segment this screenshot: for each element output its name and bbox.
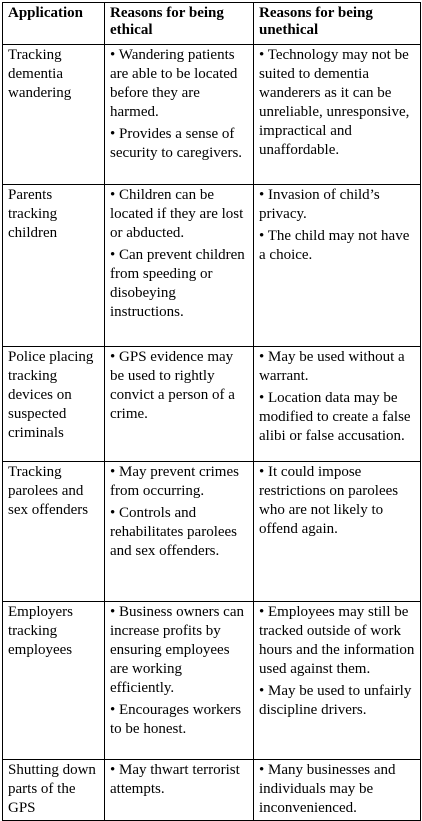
bullet-icon: • [110,47,116,63]
table-row [3,185,421,347]
list-item: • Technology may not be suited to dementia wanderers as it can be unreliable, unresponsive, impractical and unaffordable. [259,47,410,158]
ethical-cell [105,462,254,602]
bullet-icon: • [110,349,116,365]
list-item: • May thwart terrorist attempts. [110,762,240,797]
list-item: • Controls and rehabilitates parolees and sex offenders. [110,505,238,559]
ethics-table [2,2,421,821]
list-item: • Can prevent children from speeding or disobeying instructions. [110,247,245,320]
list-item: • Encourages workers to be honest. [110,702,242,737]
list-item: • May prevent crimes from occurring. [110,464,239,499]
bullet-icon: • [259,47,265,63]
ethical-cell [105,347,254,462]
bullet-icon: • [259,390,265,406]
list-item: • May be used to unfairly discipline drivers. [259,683,412,718]
bullet-icon: • [110,247,116,263]
ethical-cell [105,760,254,821]
bullet-icon: • [110,126,116,142]
application-cell: Parents tracking children [3,185,105,347]
list-item: • May be used without a warrant. [259,349,405,384]
bullet-icon: • [110,762,116,778]
bullet-icon: • [110,187,116,203]
application-cell: Tracking dementia wandering [3,45,105,185]
application-cell: Police placing tracking devices on suspected criminals [3,347,105,462]
list-item: • Provides a sense of security to caregivers. [110,126,243,161]
table-row [3,45,421,185]
table-row [3,462,421,602]
list-item: • Invasion of child’s privacy. [259,187,380,222]
bullet-icon: • [110,702,116,718]
ethical-cell [105,45,254,185]
table-row [3,347,421,462]
header-row [3,3,421,45]
list-item: • Many businesses and individuals may be inconvenienced. [259,762,396,816]
ethical-cell [105,602,254,760]
unethical-cell [254,462,421,602]
header-application: Application [3,3,105,45]
bullet-icon: • [259,683,265,699]
table-row [3,760,421,821]
bullet-icon: • [259,187,265,203]
unethical-cell [254,602,421,760]
bullet-icon: • [259,762,265,778]
header-ethical: Reasons for being ethical [105,3,254,45]
unethical-cell [254,185,421,347]
list-item: • Business owners can increase profits by ensuring employees are working efficiently. [110,604,244,696]
bullet-icon: • [259,464,265,480]
list-item: • Location data may be modified to create a false alibi or false accusation. [259,390,411,444]
ethical-cell [105,185,254,347]
unethical-cell [254,347,421,462]
application-cell: Employers tracking employees [3,602,105,760]
table-row [3,602,421,760]
list-item: • Wandering patients are able to be located before they are harmed. [110,47,238,120]
header-unethical: Reasons for being unethical [254,3,421,45]
application-cell: Shutting down parts of the GPS [3,760,105,821]
bullet-icon: • [110,464,116,480]
application-cell: Tracking parolees and sex offenders [3,462,105,602]
list-item: • Children can be located if they are lost or abducted. [110,187,244,241]
bullet-icon: • [259,604,265,620]
bullet-icon: • [110,505,116,521]
bullet-icon: • [259,349,265,365]
list-item: • It could impose restrictions on parolees who are not likely to offend again. [259,464,399,537]
unethical-cell [254,760,421,821]
list-item: • The child may not have a choice. [259,228,410,263]
list-item: • GPS evidence may be used to rightly convict a person of a crime. [110,349,235,422]
unethical-cell [254,45,421,185]
bullet-icon: • [259,228,265,244]
list-item: • Employees may still be tracked outside of work hours and the information used against them. [259,604,415,677]
bullet-icon: • [110,604,116,620]
